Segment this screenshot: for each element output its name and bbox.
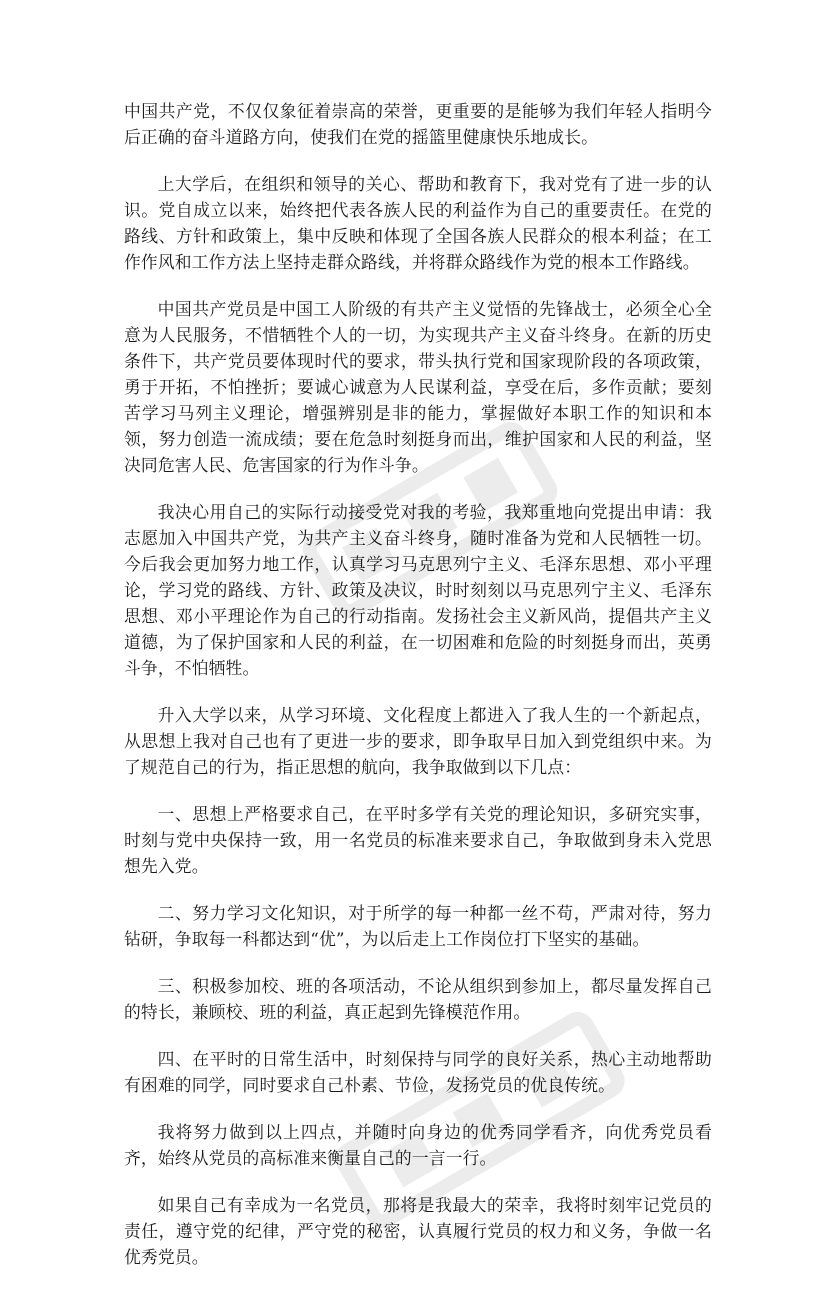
paragraph: 上大学后，在组织和领导的关心、帮助和教育下，我对党有了进一步的认识。党自成立以来，始终把代表各族人民的利益作为自己的重要责任。在党的路线、方针和政策上，集中反映和体现了全国各族人民群众的根本利益；在工作作风和工作方法上坚持走群众路线，并将群众路线作为党的根本工作路线。 <box>124 174 712 272</box>
document-body <box>124 98 712 1291</box>
paragraph: 如果自己有幸成为一名党员，那将是我最大的荣幸，我将时刻牢记党员的责任，遵守党的纪律，严守党的秘密，认真履行党员的权力和义务，争做一名优秀党员。 <box>124 1195 712 1267</box>
paragraph: 一、思想上严格要求自己，在平时多学有关党的理论知识，多研究实事，时刻与党中央保持一致，用一名党员的标准来要求自己，争取做到身未入党思想先入党。 <box>124 804 712 876</box>
paragraph: 中国共产党，不仅仅象征着崇高的荣誉，更重要的是能够为我们年轻人指明今后正确的奋斗道路方向，使我们在党的摇篮里健康快乐地成长。 <box>124 101 712 147</box>
paragraph: 中国共产党员是中国工人阶级的有共产主义觉悟的先锋战士，必须全心全意为人民服务，不惜牺牲个人的一切，为实现共产主义奋斗终身。在新的历史条件下，共产党员要体现时代的要求，带头执行党和国家现阶段的各项政策，勇于开拓，不怕挫折；要诚心诚意为人民谋利益，享受在后，多作贡献；要刻苦学习马列主义理论，增强辨别是非的能力，掌握做好本职工作的知识和本领，努力创造一流成绩；要在危急时刻挺身而出，维护国家和人民的利益，坚决同危害人民、危害国家的行为作斗争。 <box>124 299 712 475</box>
paragraph: 三、积极参加校、班的各项活动，不论从组织到参加上，都尽量发挥自己的特长，兼顾校、班的利益，真正起到先锋模范作用。 <box>124 976 712 1022</box>
paragraph: 升入大学以来，从学习环境、文化程度上都进入了我人生的一个新起点，从思想上我对自己也有了更进一步的要求，即争取早日加入到党组织中来。为了规范自己的行为，指正思想的航向，我争取做到以下几点： <box>124 705 712 777</box>
paragraph: 四、在平时的日常生活中，时刻保持与同学的良好关系，热心主动地帮助有困难的同学，同时要求自己朴素、节俭，发扬党员的优良传统。 <box>124 1049 712 1095</box>
paragraph: 二、努力学习文化知识，对于所学的每一种都一丝不苟，严肃对待，努力钻研，争取每一科都达到“优”，为以后走上工作岗位打下坚实的基础。 <box>124 903 712 949</box>
paragraph: 我将努力做到以上四点，并随时向身边的优秀同学看齐，向优秀党员看齐，始终从党员的高标准来衡量自己的一言一行。 <box>124 1122 712 1168</box>
paragraph: 我决心用自己的实际行动接受党对我的考验，我郑重地向党提出申请：我志愿加入中国共产党，为共产主义奋斗终身，随时准备为党和人民牺牲一切。今后我会更加努力地工作，认真学习马克思列宁主义、毛泽东思想、邓小平理论，学习党的路线、方针、政策及决议，时时刻刻以马克思列宁主义、毛泽东思想、邓小平理论作为自己的行动指南。发扬社会主义新风尚，提倡共产主义道德，为了保护国家和人民的利益，在一切困难和危险的时刻挺身而出，英勇斗争，不怕牺牲。 <box>124 502 712 678</box>
